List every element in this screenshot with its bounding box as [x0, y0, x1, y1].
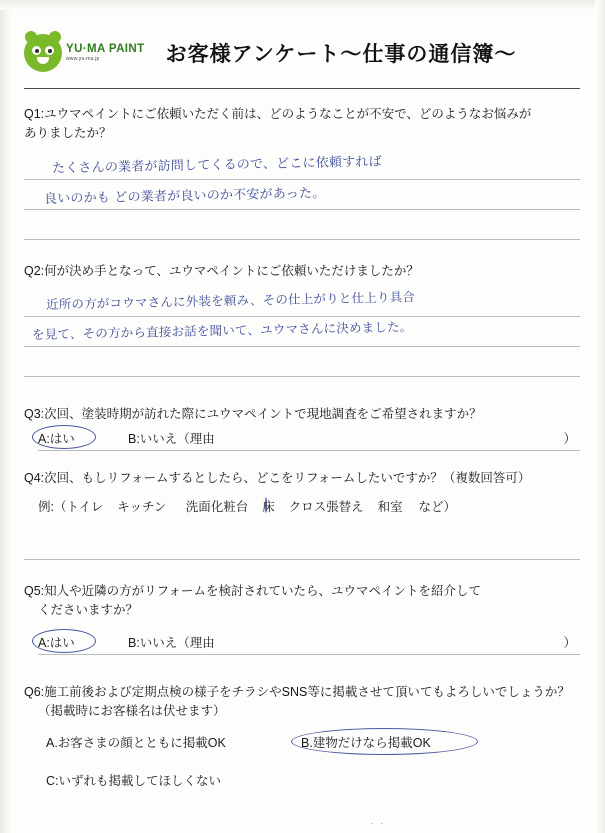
q3-paren-close: ） — [563, 431, 576, 446]
q1-answer-area[interactable] — [24, 150, 580, 240]
answer-rule — [24, 376, 580, 377]
q6-option-b[interactable] — [301, 733, 431, 751]
footer-mark: · · — [370, 818, 386, 829]
q5-reason-input[interactable] — [220, 635, 580, 655]
question-q1 — [24, 105, 580, 240]
scan-edge-right — [595, 0, 605, 833]
q2-answer-area[interactable] — [24, 287, 580, 377]
question-q6 — [24, 683, 580, 790]
q5-option-b-label: B:いいえ（理由 — [128, 635, 215, 650]
question-q5 — [24, 582, 580, 655]
q4-option-kitchen[interactable]: キッチン — [117, 499, 167, 514]
scan-edge-left — [0, 0, 12, 833]
q3-option-b[interactable] — [128, 429, 220, 451]
q4-option-japanese-room[interactable]: 和室 — [377, 499, 403, 514]
q6-option-b-label: B.建物だけなら掲載OK — [301, 736, 431, 751]
logo-title: YU·MA PAINT — [66, 42, 145, 55]
title-divider — [24, 88, 580, 89]
answer-rule — [24, 559, 580, 560]
q4-option-vanity[interactable]: 洗面化粧台 — [185, 499, 249, 514]
q5-options[interactable] — [24, 629, 580, 655]
q3-option-a[interactable] — [38, 429, 128, 451]
scan-edge-top — [0, 0, 605, 10]
q4-answer-area[interactable] — [24, 530, 580, 560]
q6-option-c[interactable] — [24, 771, 580, 789]
logo-text — [66, 44, 145, 63]
answer-rule — [24, 239, 580, 240]
question-q3 — [24, 405, 580, 450]
q6-option-a[interactable] — [46, 733, 301, 751]
q3-options[interactable] — [24, 425, 580, 451]
q4-example-suffix: など） — [418, 499, 456, 514]
panda-mascot-icon — [24, 34, 62, 72]
question-q4 — [24, 469, 580, 560]
q3-option-a-label: A:はい — [38, 431, 75, 446]
q4-option-wallpaper[interactable]: クロス張替え — [288, 499, 364, 514]
q5-option-a[interactable] — [38, 633, 128, 655]
q4-example-prefix: 例:（トイレ — [38, 499, 104, 514]
q5-option-b[interactable] — [128, 633, 220, 655]
q3-reason-input[interactable] — [220, 431, 580, 451]
q5-text-line1: Q5:知人や近隣の方がリフォームを検討されていたら、ユウマペイントを紹介して — [24, 583, 482, 598]
q2-text: Q2:何が決め手となって、ユウマペイントにご依頼いただけましたか？ — [24, 263, 419, 278]
document-header — [24, 22, 580, 84]
question-q2 — [24, 262, 580, 377]
q4-option-floor[interactable]: 床 — [262, 499, 275, 514]
page-title: お客様アンケート～仕事の通信簿～ — [165, 43, 517, 66]
logo-subtitle: www.yu-ma.jp — [66, 56, 100, 63]
q4-text: Q4:次回、もしリフォームするとしたら、どこをリフォームしたいですか？（複数回答可） — [24, 470, 531, 485]
q5-option-a-label: A:はい — [38, 635, 75, 650]
q1-text-line2: ありましたか？ — [24, 126, 112, 141]
q3-option-b-label: B:いいえ（理由 — [128, 431, 215, 446]
q6-text-line2: （掲載時にお客様名は伏せます） — [38, 704, 226, 718]
q6-options-row[interactable] — [24, 733, 580, 751]
q6-option-c-label: C:いずれも掲載してほしくない — [46, 774, 222, 789]
q1-text-line1: Q1:ユウマペイントにご依頼いただく前は、どのようなことが不安で、どのようなお悩みが — [24, 107, 532, 121]
q5-text-line2: くださいますか？ — [38, 603, 139, 618]
q5-paren-close: ） — [563, 635, 576, 650]
q1-handwriting-line2: 良いのかも どの業者が良いのか不安があった。 — [43, 185, 326, 207]
q3-text: Q3:次回、塗装時期が訪れた際にユウマペイントで現地調査をご希望されますか？ — [24, 407, 482, 422]
q6-option-a-label: A.お客さまの顔とともに掲載OK — [46, 736, 226, 751]
q6-text-line1: Q6:施工前後および定期点検の様子をチラシやSNS等に掲載させて頂いてもよろしいでしょうか？ — [24, 684, 570, 699]
q4-options[interactable] — [24, 495, 580, 520]
q2-handwriting-line1: 近所の方がコウマさんに外装を頼み、その仕上がりと仕上り具合 — [45, 289, 416, 312]
q1-handwriting-line1: たくさんの業者が訪問してくるので、どこに依頼すれば — [51, 154, 382, 177]
company-logo — [24, 34, 145, 72]
document-content — [24, 22, 580, 791]
q2-handwriting-line2: を見て、その方から直接お話を聞いて、ユウマさんに決めました。 — [31, 319, 413, 343]
